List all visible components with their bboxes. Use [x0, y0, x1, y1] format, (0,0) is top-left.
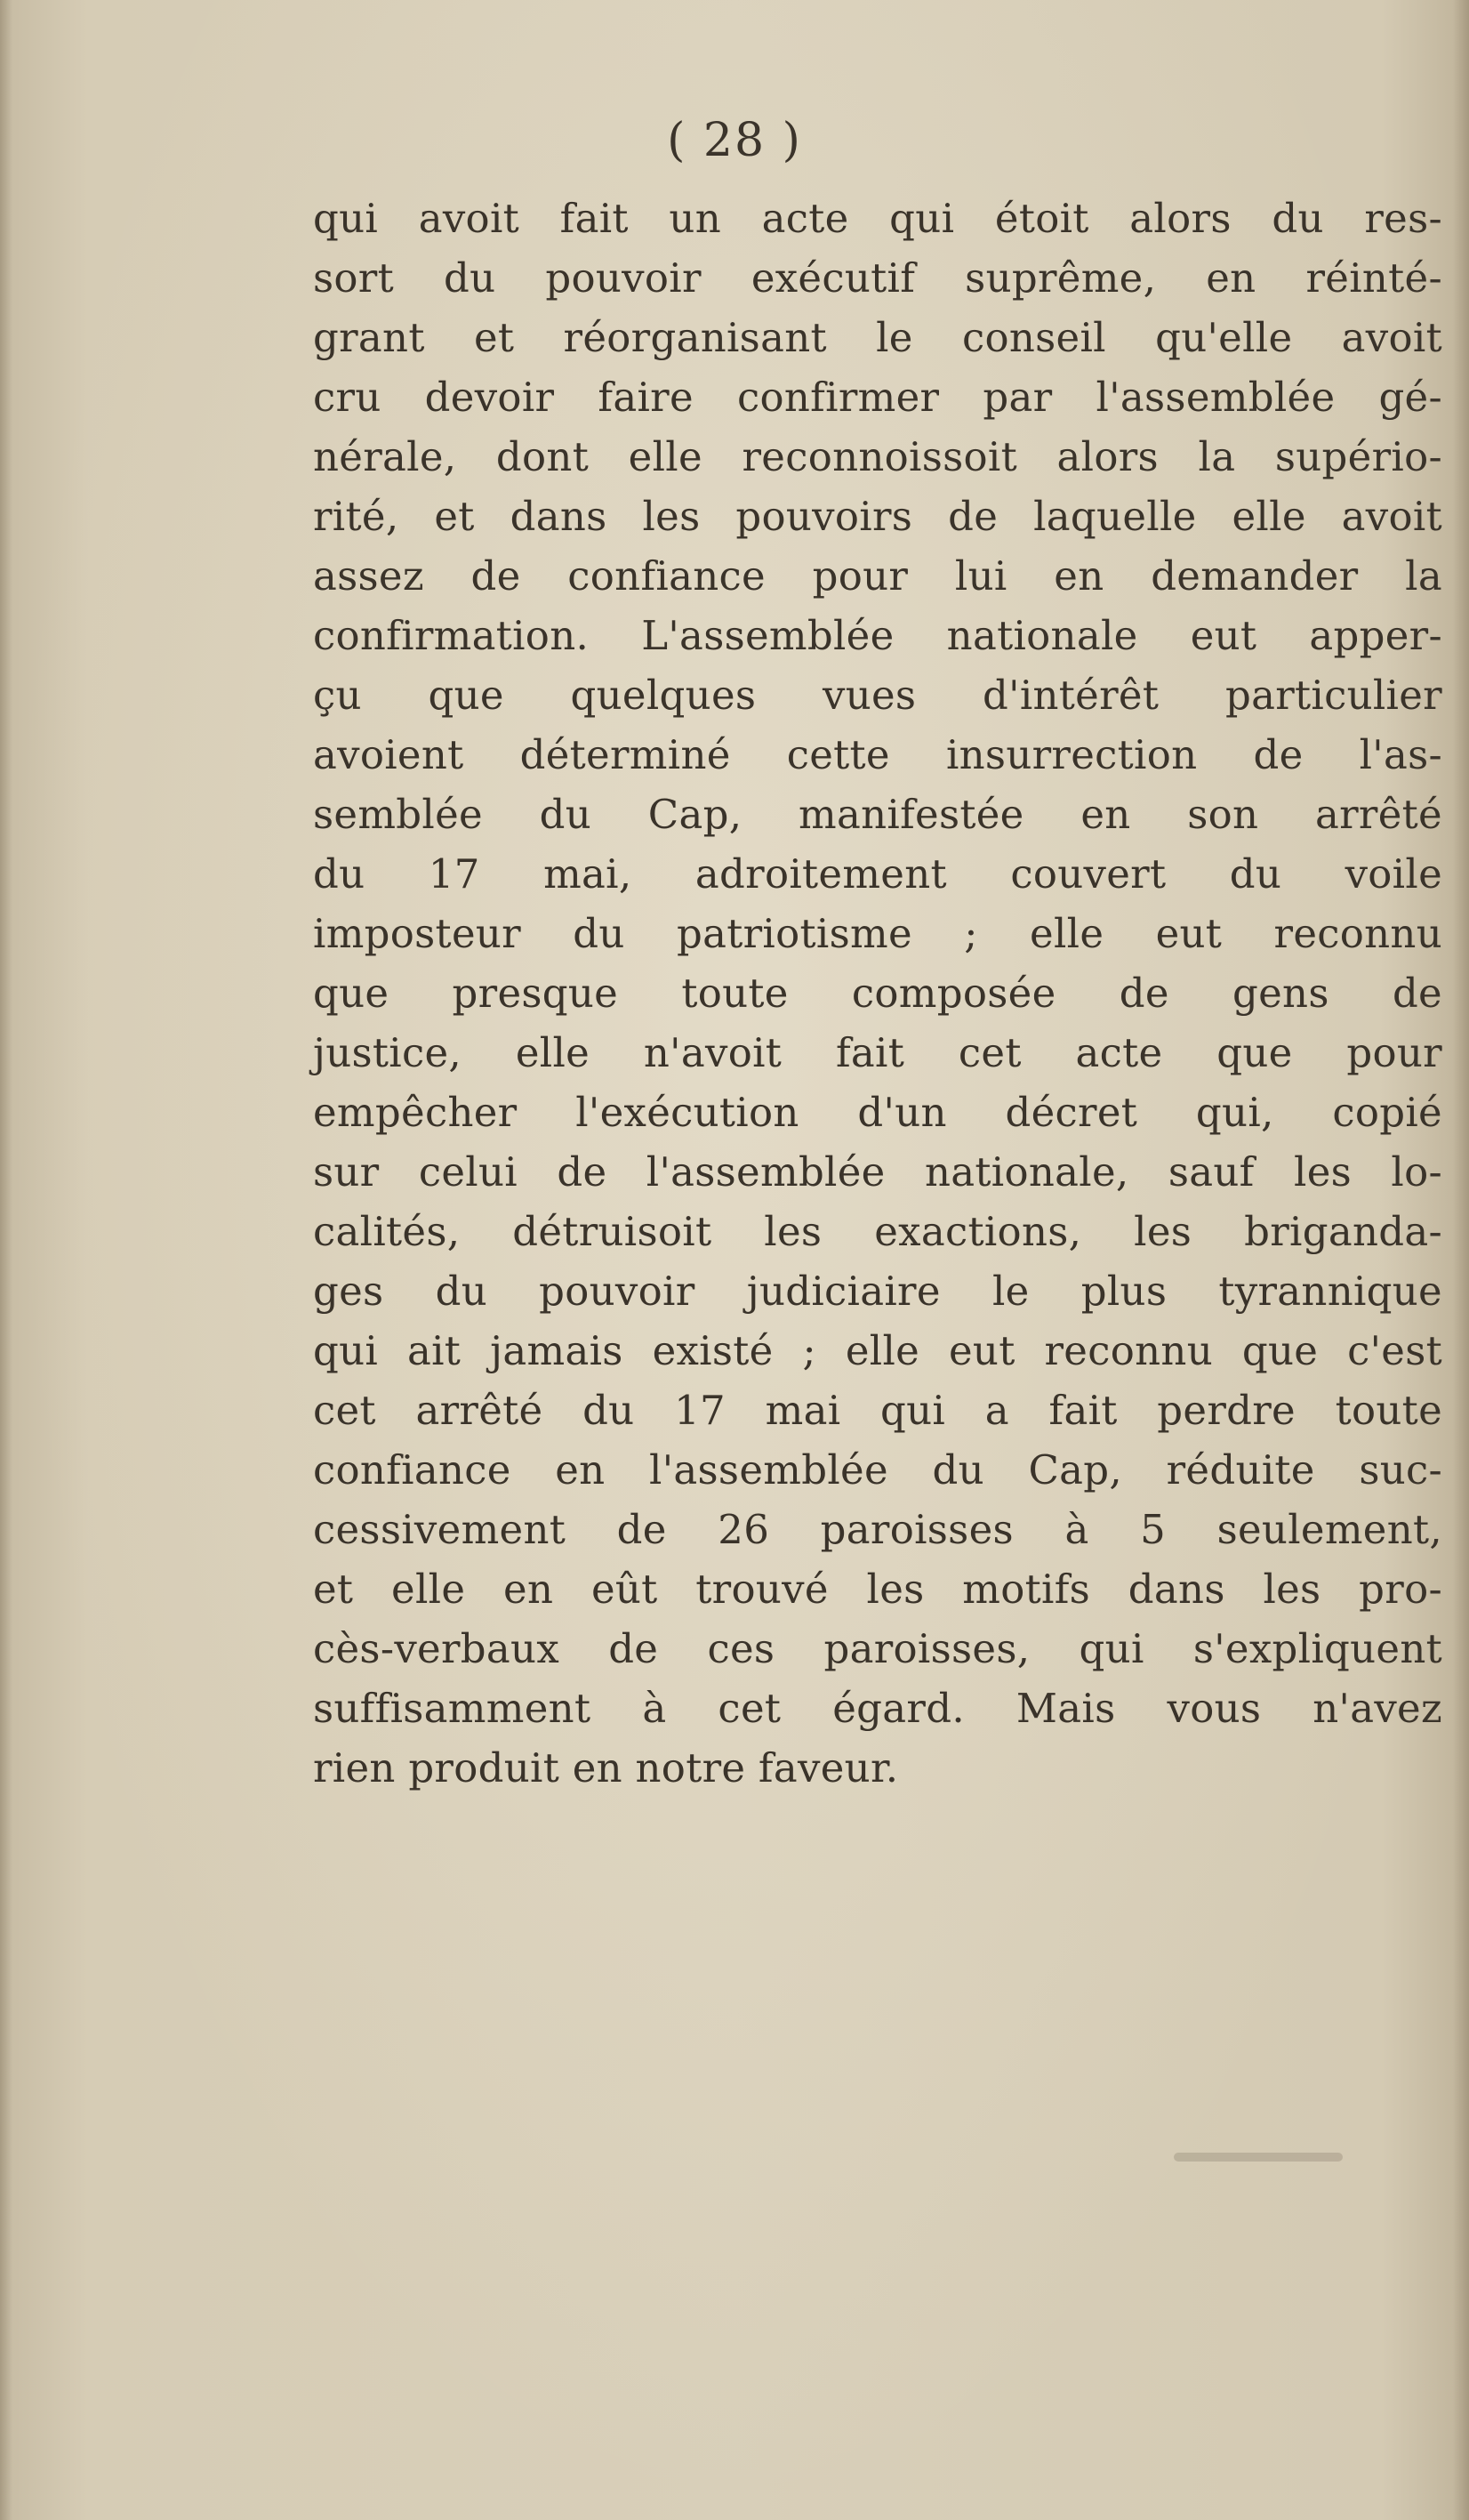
text-line: cès-verbaux de ces paroisses, qui s'expliquent	[313, 1625, 1442, 1672]
body-text	[313, 189, 1442, 1798]
text-line: rité, et dans les pouvoirs de laquelle elle avoit	[313, 493, 1442, 540]
page-number: ( 28 )	[667, 114, 802, 167]
text-line: nérale, dont elle reconnoissoit alors la supério-	[313, 433, 1442, 480]
text-line: confiance en l'assemblée du Cap, réduite suc-	[313, 1446, 1442, 1493]
text-line: suffisamment à cet égard. Mais vous n'avez	[313, 1685, 1442, 1732]
text-line: confirmation. L'assemblée nationale eut apper-	[313, 612, 1442, 659]
text-line: du 17 mai, adroitement couvert du voile	[313, 850, 1442, 898]
text-line: cru devoir faire confirmer par l'assemblée gé-	[313, 374, 1442, 421]
text-line: imposteur du patriotisme ; elle eut reconnu	[313, 910, 1442, 957]
text-line: assez de confiance pour lui en demander la	[313, 552, 1442, 600]
text-line: cet arrêté du 17 mai qui a fait perdre toute	[313, 1387, 1442, 1434]
text-line: çu que quelques vues d'intérêt particulier	[313, 672, 1442, 719]
text-line-last: rien produit en notre faveur.	[313, 1744, 899, 1791]
text-line: que presque toute composée de gens de	[313, 970, 1442, 1017]
text-line: grant et réorganisant le conseil qu'elle avoit	[313, 314, 1442, 361]
text-line: empêcher l'exécution d'un décret qui, copié	[313, 1089, 1442, 1136]
text-line: et elle en eût trouvé les motifs dans les pro-	[313, 1566, 1442, 1613]
page-left-edge-shadow	[0, 0, 12, 2520]
page-spine-shadow	[1453, 0, 1469, 2520]
text-line: sur celui de l'assemblée nationale, sauf les lo-	[313, 1148, 1442, 1196]
text-line: avoient déterminé cette insurrection de l'as-	[313, 731, 1442, 778]
text-line: sort du pouvoir exécutif suprême, en réinté-	[313, 254, 1442, 302]
text-line: cessivement de 26 paroisses à 5 seulement,	[313, 1506, 1442, 1553]
text-line: ges du pouvoir judiciaire le plus tyrannique	[313, 1268, 1442, 1315]
ink-smudge	[1174, 2153, 1343, 2162]
text-line: qui avoit fait un acte qui étoit alors du res-	[313, 195, 1442, 242]
text-line: calités, détruisoit les exactions, les briganda-	[313, 1208, 1442, 1255]
text-line: semblée du Cap, manifestée en son arrêté	[313, 791, 1442, 838]
text-line: justice, elle n'avoit fait cet acte que pour	[313, 1029, 1442, 1076]
text-line: qui ait jamais existé ; elle eut reconnu que c'est	[313, 1327, 1442, 1374]
